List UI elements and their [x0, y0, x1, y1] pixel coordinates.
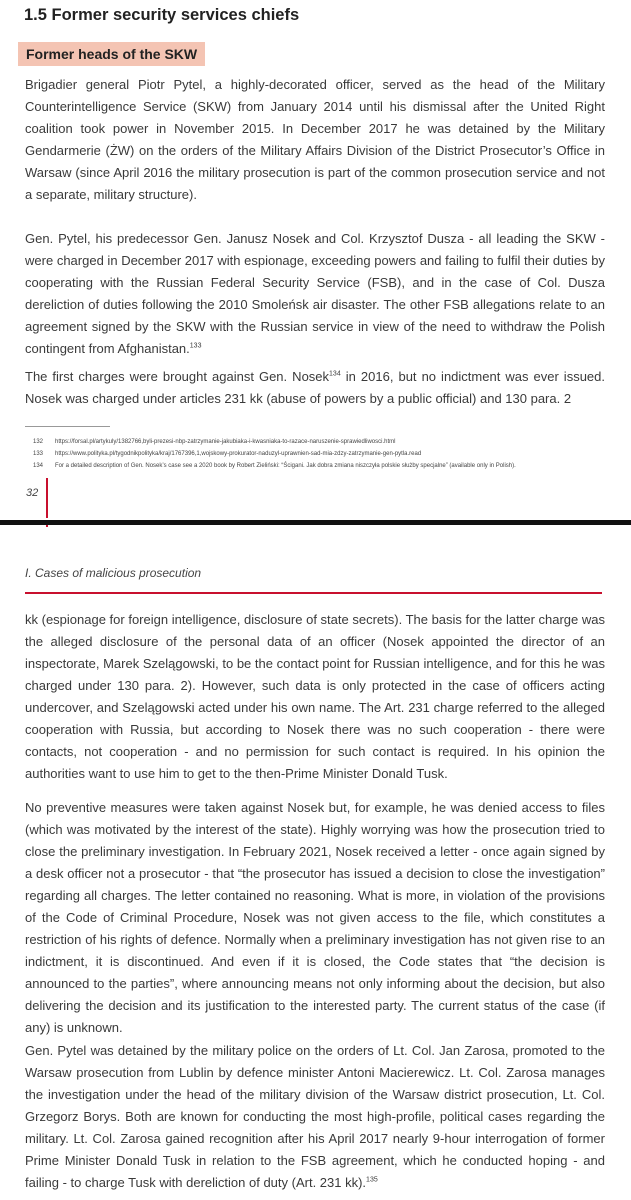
paragraph-preliminary-investigation: No preventive measures were taken against Nosek but, for example, he was denied access to files (which was motivated by the interest of the state). Highly worrying was how the prosecution tried to close the preliminary investigation. In February 2021, Nosek received a letter - once again signed by a desk officer not a prosecutor - that “the prosecutor has issued a decision to close the investigation” regarding all charges. The letter contained no reasoning. What is more, in violation of the provisions of the Code of Criminal Procedure, Nosek was not given access to the file, which constitutes a restriction of his rights of defence. Normally when a preliminary investigation has not given rise to an indictment, it is discontinued. And even if it is closed, the Code states that “the decision is announced to the parties”, where announcing means not only informing about the decision, but also delivering the decision and its justification to the interested party. The current status of the case (if any) is unknown.	[25, 800, 605, 1035]
section-title: 1.5 Former security services chiefs	[24, 6, 300, 24]
report-page-32	[0, 0, 631, 520]
running-header: I. Cases of malicious prosecution	[25, 566, 202, 580]
page-number-marker	[46, 478, 48, 518]
paragraph-pytel-detention	[25, 1040, 605, 1194]
footnote-link[interactable]: https://www.polityka.pl/tygodnikpolityka/kraj/1767396,1,wojskowy-prokurator-naduzyl-uprawnien-sad-mia-zdzy-zatrzymanie-gen-pytla.read	[55, 451, 422, 457]
sub-heading-highlight: Former heads of the SKW	[18, 42, 205, 66]
paragraph-text: in 2016, but no indictment was ever issued. Nosek was charged under articles 231 kk (abuse of powers by a public official) and 130 para. 2	[25, 369, 605, 406]
footnote-ref[interactable]: 133	[189, 342, 202, 350]
paragraph-text: Gen. Pytel, his predecessor Gen. Janusz Nosek and Col. Krzysztof Dusza - all leading the SKW - were charged in December 2017 with espionage, exceeding powers and failing to fulfil their duties by cooperating with the Russian Federal Security Service (FSB), and in the case of Col. Dusza dereliction of duties following the 2010 Smoleńsk air disaster. The other FSB allegations relate to an agreement signed by the SKW with the Russian service in view of the need to withdraw the Polish contingent from Afghanistan.	[25, 231, 605, 356]
footnote-separator	[25, 426, 110, 427]
paragraph-text: The first charges were brought against Gen. Nosek	[25, 369, 330, 384]
header-rule	[25, 592, 602, 594]
paragraph-pytel-background: Brigadier general Piotr Pytel, a highly-decorated officer, served as the head of the Military Counterintelligence Service (SKW) from January 2014 until his dismissal after the United Right coalition took power in November 2015. In December 2017 he was detained by the Military Gendarmerie (ŻW) on the orders of the Military Affairs Division of the District Prosecutor’s Office in Warsaw (since April 2016 the military prosecution is part of the common prosecution service and not a separate, military structure).	[25, 77, 605, 202]
footnote-ref[interactable]: 134	[329, 370, 341, 378]
footnote	[33, 450, 593, 458]
footnote-ref[interactable]: 135	[366, 1176, 378, 1184]
page-number: 32	[26, 487, 39, 499]
report-page-33	[0, 527, 631, 1200]
page-divider	[0, 520, 631, 525]
footnote	[33, 438, 593, 446]
footnote-number: 133	[33, 451, 44, 457]
paragraph-nosek-espionage: kk (espionage for foreign intelligence, disclosure of state secrets). The basis for the latter charge was the alleged disclosure of the personal data of an officer (Nosek appointed the director of an inspectorate, Marek Szelągowski, to be the contact point for Russian intelligence, and for this he was charged under 130 para. 2). However, such data is only protected in the case of officers acting undercover, and Szelągowski acted under his own name. The Art. 231 charge referred to the alleged cooperation with Russia, but according to Nosek there was no such cooperation - there were contacts, not cooperation - and no permission for such contact is required. In his opinion the authorities want to use him to get to the then-Prime Minister Donald Tusk.	[25, 612, 605, 781]
paragraph-nosek-charges	[25, 366, 605, 410]
footnote-text: For a detailed description of Gen. Nosek’s case see a 2020 book by Robert Zieliński: “Ścigani. Jak dobra zmiana niszczyła polskie służby specjalne” (available only in Polish).	[55, 463, 516, 469]
paragraph-skw-charges	[25, 228, 605, 360]
paragraph-text: Gen. Pytel was detained by the military police on the orders of Lt. Col. Jan Zarosa, promoted to the Warsaw prosecution from Lublin by defence minister Antoni Macierewicz. Lt. Col. Zarosa manages the investigation under the head of the military division of the Warsaw district prosecution, Lt. Col. Grzegorz Borys. Both are known for conducting the most high-profile, political cases regarding the military. Lt. Col. Zarosa gained recognition after his April 2017 nearly 9-hour interrogation of former Prime Minister Donald Tusk in relation to the FSB agreement, which he conducted hoping - and failing - to charge Tusk with dereliction of duty (Art. 231 kk).	[25, 1043, 605, 1190]
footnote-number: 134	[33, 463, 44, 469]
footnote-link[interactable]: https://forsal.pl/artykuly/1382766,byli-prezesi-nbp-zatrzymanie-jakubiaka-i-kwasniaka-to-razace-naruszenie-sprawiedliwosci.html	[55, 439, 396, 445]
footnote-number: 132	[33, 439, 44, 445]
footnote	[33, 462, 593, 470]
